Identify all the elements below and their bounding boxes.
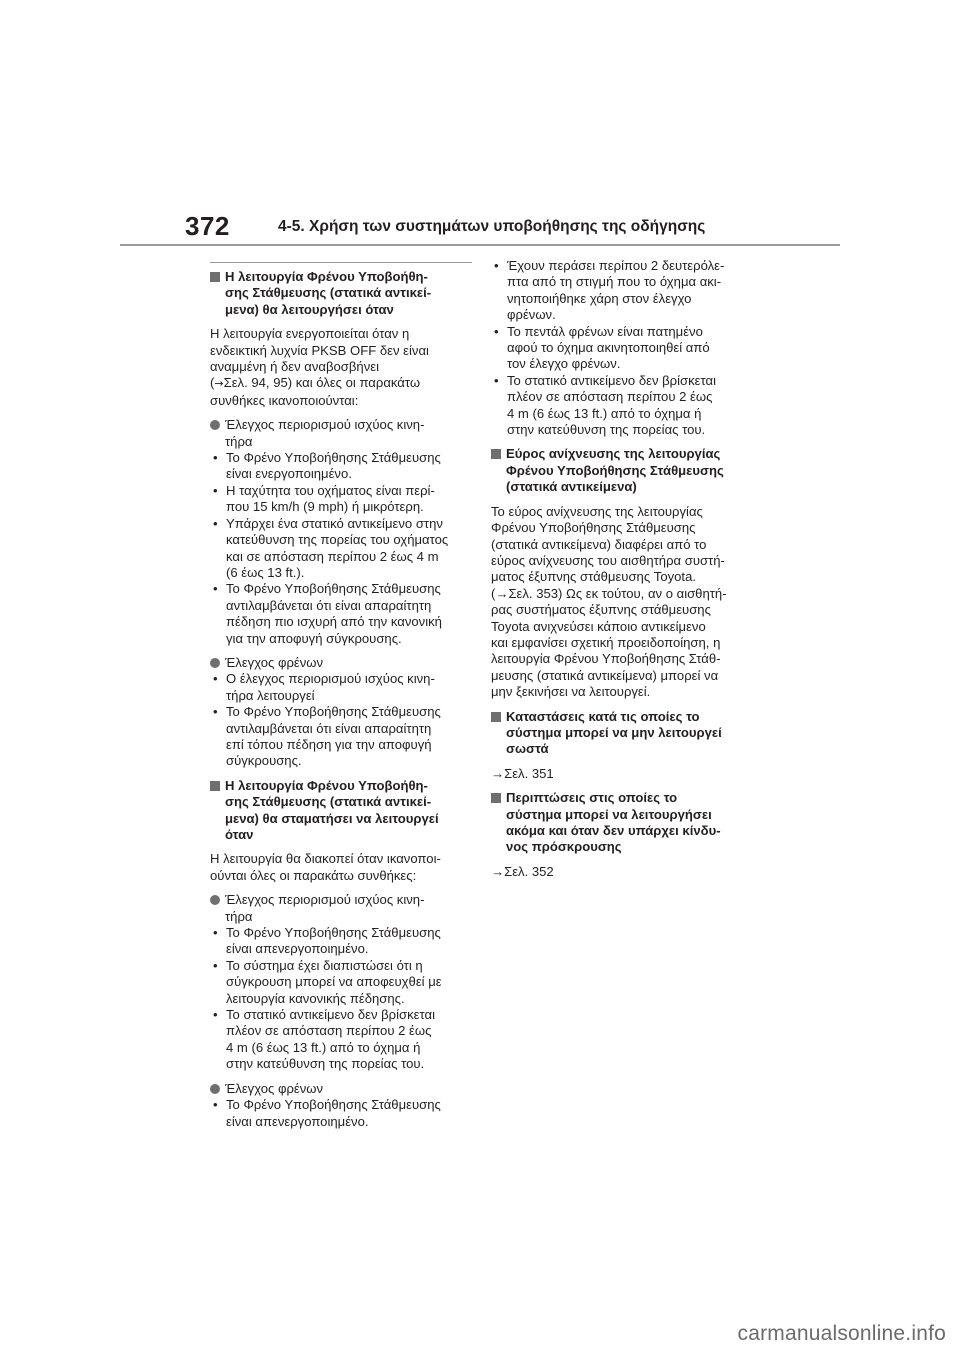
heading-line: Η λειτουργία Φρένου Υποβοήθη- (225, 269, 428, 284)
bullet-text-line: για την αποφυγή σύγκρουσης. (226, 630, 402, 646)
bullet-text-line: αφού το όχημα ακινητοποιηθεί από (507, 340, 710, 356)
heading-block (491, 446, 753, 495)
heading-line: Εύρος ανίχνευσης της λειτουργίας (506, 446, 721, 462)
heading-line: μενα) θα σταματήσει να λειτουργεί (225, 810, 439, 826)
plain-block (491, 766, 753, 782)
bullet-icon: • (213, 1007, 218, 1023)
bullet-text-line: πτα από τη στιγμή που το όχημα ακι- (507, 274, 722, 290)
section-heading (491, 790, 753, 856)
bullet-text-line: Το στατικό αντικείμενο δεν βρίσκεται (507, 372, 716, 388)
paragraph-line: ρας συστήματος έξυπνης στάθμευσης (491, 602, 711, 618)
section-heading (491, 446, 753, 495)
bullet-text-line: Το στατικό αντικείμενο δεν βρίσκεται (226, 1007, 435, 1023)
heading-line: Καταστάσεις κατά τις οποίες το (506, 708, 700, 724)
bullet-text-line: Το Φρένο Υποβοήθησης Στάθμευσης (226, 925, 441, 941)
paragraph-line: μευσης (στατικά αντικείμενα) μπορεί να (491, 667, 719, 683)
bullet-text-line: είναι ενεργοποιημένο. (226, 466, 352, 482)
bullet-text-line: και σε απόσταση περίπου 2 έως 4 m (226, 548, 439, 564)
paragraph-line: αναμμένη ή δεν αναβοσβήνει (210, 359, 379, 375)
bullet-icon: • (213, 450, 218, 466)
bullet-text-line: επί τόπου πέδηση για την αποφυγή (226, 736, 432, 752)
bullet-text-line: Η ταχύτητα του οχήματος είναι περί- (226, 482, 435, 498)
subsection-line: Έλεγχος φρένων (225, 1080, 324, 1096)
para-block (210, 326, 472, 409)
section-heading (210, 778, 472, 844)
square-icon (491, 793, 501, 803)
paragraph-line: →Σελ. 352 (491, 863, 554, 879)
paragraph-line: Φρένου Υποβοήθησης Στάθμευσης (491, 520, 696, 536)
square-icon (491, 712, 501, 722)
bullet-item (210, 1097, 472, 1130)
heading-block (491, 790, 753, 856)
paragraph-line: Το εύρος ανίχνευσης της λειτουργίας (491, 503, 703, 519)
subsection-title (210, 1081, 472, 1097)
heading-line: σύστημα μπορεί να λειτουργήσει (506, 806, 712, 822)
bullet-text-line: σύγκρουση μπορεί να αποφευχθεί με (226, 974, 442, 990)
page-number: 372 (185, 211, 230, 241)
bullet-icon: • (213, 957, 218, 973)
heading-block (210, 778, 472, 844)
bullet-text-line: στην κατεύθυνση της πορείας του. (226, 1056, 425, 1072)
bullet-text-line: είναι απενεργοποιημένο. (226, 1113, 369, 1129)
heading-line: Περιπτώσεις στις οποίες το (506, 790, 678, 806)
bullet-text-line: τήρα λειτουργεί (226, 687, 315, 703)
paragraph-line: Η λειτουργία ενεργοποιείται όταν η (210, 326, 410, 342)
bullet-icon: • (213, 704, 218, 720)
plain-block (210, 851, 472, 884)
bullet-text-line: αντιλαμβάνεται ότι είναι απαραίτητη (226, 597, 432, 613)
bullet-text-line: τον έλεγχο φρένων. (507, 356, 621, 372)
bullet-text-line: Ο έλεγχος περιορισμού ισχύος κινη- (226, 671, 435, 687)
bullet-item (491, 373, 753, 439)
page-reference (210, 375, 472, 392)
bullet-text-line: Το σύστημα έχει διαπιστώσει ότι η (226, 957, 423, 973)
header-divider (120, 244, 840, 246)
paragraph-line: συνθήκες ικανοποιούνται: (210, 392, 359, 408)
heading-line: νος πρόσκρουσης (506, 839, 622, 855)
bullet-icon: • (213, 581, 218, 597)
plain-block (491, 504, 753, 701)
heading-line: μενα) θα λειτουργήσει όταν (225, 301, 394, 317)
bullet-text-line: σύγκρουσης. (226, 753, 302, 769)
subsection-title (210, 892, 472, 925)
bullet-text-line: Το Φρένο Υποβοήθησης Στάθμευσης (226, 450, 441, 466)
heading-line: ακόμα και όταν δεν υπάρχει κίνδυ- (506, 823, 721, 838)
bullet-text-line: είναι απενεργοποιημένο. (226, 941, 369, 957)
plain-block (491, 864, 753, 880)
square-icon (491, 449, 501, 459)
subsection-line: Έλεγχος φρένων (225, 654, 324, 670)
paragraph-line: μην ξεκινήσει να λειτουργεί. (491, 684, 651, 700)
paragraph-line: λειτουργία Φρένου Υποβοήθησης Στάθ- (491, 651, 721, 667)
square-icon (210, 272, 220, 282)
subsection-line: τήρα (225, 433, 253, 449)
heading-block (491, 709, 753, 758)
bullet-text-line: 4 m (6 έως 13 ft.) από το όχημα ή (226, 1039, 421, 1055)
bullet-text-line: Το Φρένο Υποβοήθησης Στάθμευσης (226, 704, 441, 720)
paragraph-line: Toyota ανιχνεύσει κάποιο αντικείμενο (491, 618, 706, 634)
section-heading (491, 709, 753, 758)
paragraph-line: ματος έξυπνης στάθμευσης Toyota. (491, 569, 696, 585)
paragraph-line: (στατικά αντικείμενα) διαφέρει από το (491, 536, 707, 552)
bullet-text-line: που 15 km/h (9 mph) ή μικρότερη. (226, 499, 424, 515)
heading-line: σύστημα μπορεί να μην λειτουργεί (506, 724, 722, 740)
subsection-line: Έλεγχος περιορισμού ισχύος κινη- (225, 892, 425, 908)
bullet-item (210, 671, 472, 704)
bullet-item (210, 958, 472, 1007)
paragraph-line: εύρος ανίχνευσης του αισθητήρα συστή- (491, 552, 725, 568)
bullet-item (210, 483, 472, 516)
paragraph-line: ούνται όλες οι παρακάτω συνθήκες: (210, 867, 417, 883)
sub-block (210, 655, 472, 770)
bullet-icon: • (213, 671, 218, 687)
page-header (120, 210, 840, 242)
heading-line: όταν (225, 827, 254, 842)
bullet-item (491, 324, 753, 373)
bulletsonly-block (491, 258, 753, 438)
section-heading (210, 269, 472, 318)
arrow-right-icon: → (214, 377, 224, 391)
bullet-text-line: Υπάρχει ένα στατικό αντικείμενο στην (226, 515, 443, 531)
sub-block (210, 417, 472, 647)
heading-line: σης Στάθμευσης (στατικά αντικεί- (225, 794, 432, 810)
bullet-item (210, 450, 472, 483)
right-column (491, 258, 753, 888)
bullet-text-line: 4 m (6 έως 13 ft.) από το όχημα ή (507, 405, 702, 421)
heading-line: σης Στάθμευσης (στατικά αντικεί- (225, 285, 432, 301)
bullet-item (210, 516, 472, 582)
bullet-text-line: Έχουν περάσει περίπου 2 δευτερόλε- (507, 258, 725, 273)
bullet-text-line: λειτουργία κανονικής πέδησης. (226, 990, 405, 1006)
sub-block (210, 892, 472, 1072)
bullet-text-line: στην κατεύθυνση της πορείας του. (507, 422, 706, 438)
bullet-icon: • (494, 258, 499, 273)
heading-line: Φρένου Υποβοήθησης Στάθμευσης (506, 462, 724, 478)
bullet-text-line: αντιλαμβάνεται ότι είναι απαραίτητη (226, 720, 432, 736)
heading-line: σωστά (506, 741, 549, 757)
bullet-text-line: νητοποιήθηκε χάρη στον έλεγχο (507, 290, 692, 306)
circle-dot-icon (210, 420, 220, 430)
bullet-text-line: Το Φρένο Υποβοήθησης Στάθμευσης (226, 1097, 441, 1113)
bullet-icon: • (213, 482, 218, 498)
square-icon (210, 781, 220, 791)
circle-dot-icon (210, 1084, 220, 1094)
ref-prefix: ( (210, 375, 215, 391)
sub-block (210, 1081, 472, 1130)
circle-dot-icon (210, 658, 220, 668)
paragraph-line: →Σελ. 351 (491, 765, 554, 781)
chapter-title: 4-5. Χρήση των συστημάτων υποβοήθησης της οδήγησης (278, 218, 706, 235)
heading-line: Η λειτουργία Φρένου Υποβοήθη- (225, 777, 428, 793)
bullet-item (210, 1007, 472, 1073)
bullet-icon: • (494, 323, 499, 339)
bullet-item (210, 925, 472, 958)
bullet-icon: • (494, 372, 499, 388)
bullet-icon: • (213, 925, 218, 941)
bullet-icon: • (213, 1097, 218, 1113)
bullet-text-line: πέδηση πιο ισχυρή από την κανονική (226, 614, 442, 630)
bullet-text-line: κατεύθυνση της πορείας του οχήματος (226, 532, 449, 548)
ref-text: Σελ. 94, 95) και όλες οι παρακάτω (223, 375, 421, 391)
bullet-item (210, 581, 472, 647)
subsection-line: Έλεγχος περιορισμού ισχύος κινη- (225, 417, 425, 433)
bullet-text-line: (6 έως 13 ft.). (226, 564, 305, 580)
bullet-text-line: Το πεντάλ φρένων είναι πατημένο (507, 323, 703, 339)
bullet-text-line: Το Φρένο Υποβοήθησης Στάθμευσης (226, 581, 441, 597)
paragraph-line: Η λειτουργία θα διακοπεί όταν ικανοποι- (210, 851, 441, 867)
bullet-text-line: πλέον σε απόσταση περίπου 2 έως (226, 1023, 432, 1039)
left-column (210, 262, 472, 1138)
paragraph-line: (→Σελ. 353) Ως εκ τούτου, αν ο αισθητή- (491, 585, 727, 601)
circle-dot-icon (210, 895, 220, 905)
paragraph-line: και εμφανίσει σχετική προειδοποίηση, η (491, 634, 721, 650)
bullet-item (210, 704, 472, 770)
heading-line: (στατικά αντικείμενα) (506, 479, 637, 495)
bullet-item (491, 258, 753, 324)
subsection-line: τήρα (225, 908, 253, 924)
bullet-text-line: πλέον σε απόσταση περίπου 2 έως (507, 389, 713, 405)
bullet-icon: • (213, 515, 218, 531)
subsection-title (210, 417, 472, 450)
heading-block (210, 269, 472, 318)
paragraph-line: ενδεικτική λυχνία PKSB OFF δεν είναι (210, 342, 429, 358)
bullet-text-line: φρένων. (507, 307, 556, 323)
watermark: carmanualsonline.info (737, 1322, 946, 1345)
subsection-title (210, 655, 472, 671)
